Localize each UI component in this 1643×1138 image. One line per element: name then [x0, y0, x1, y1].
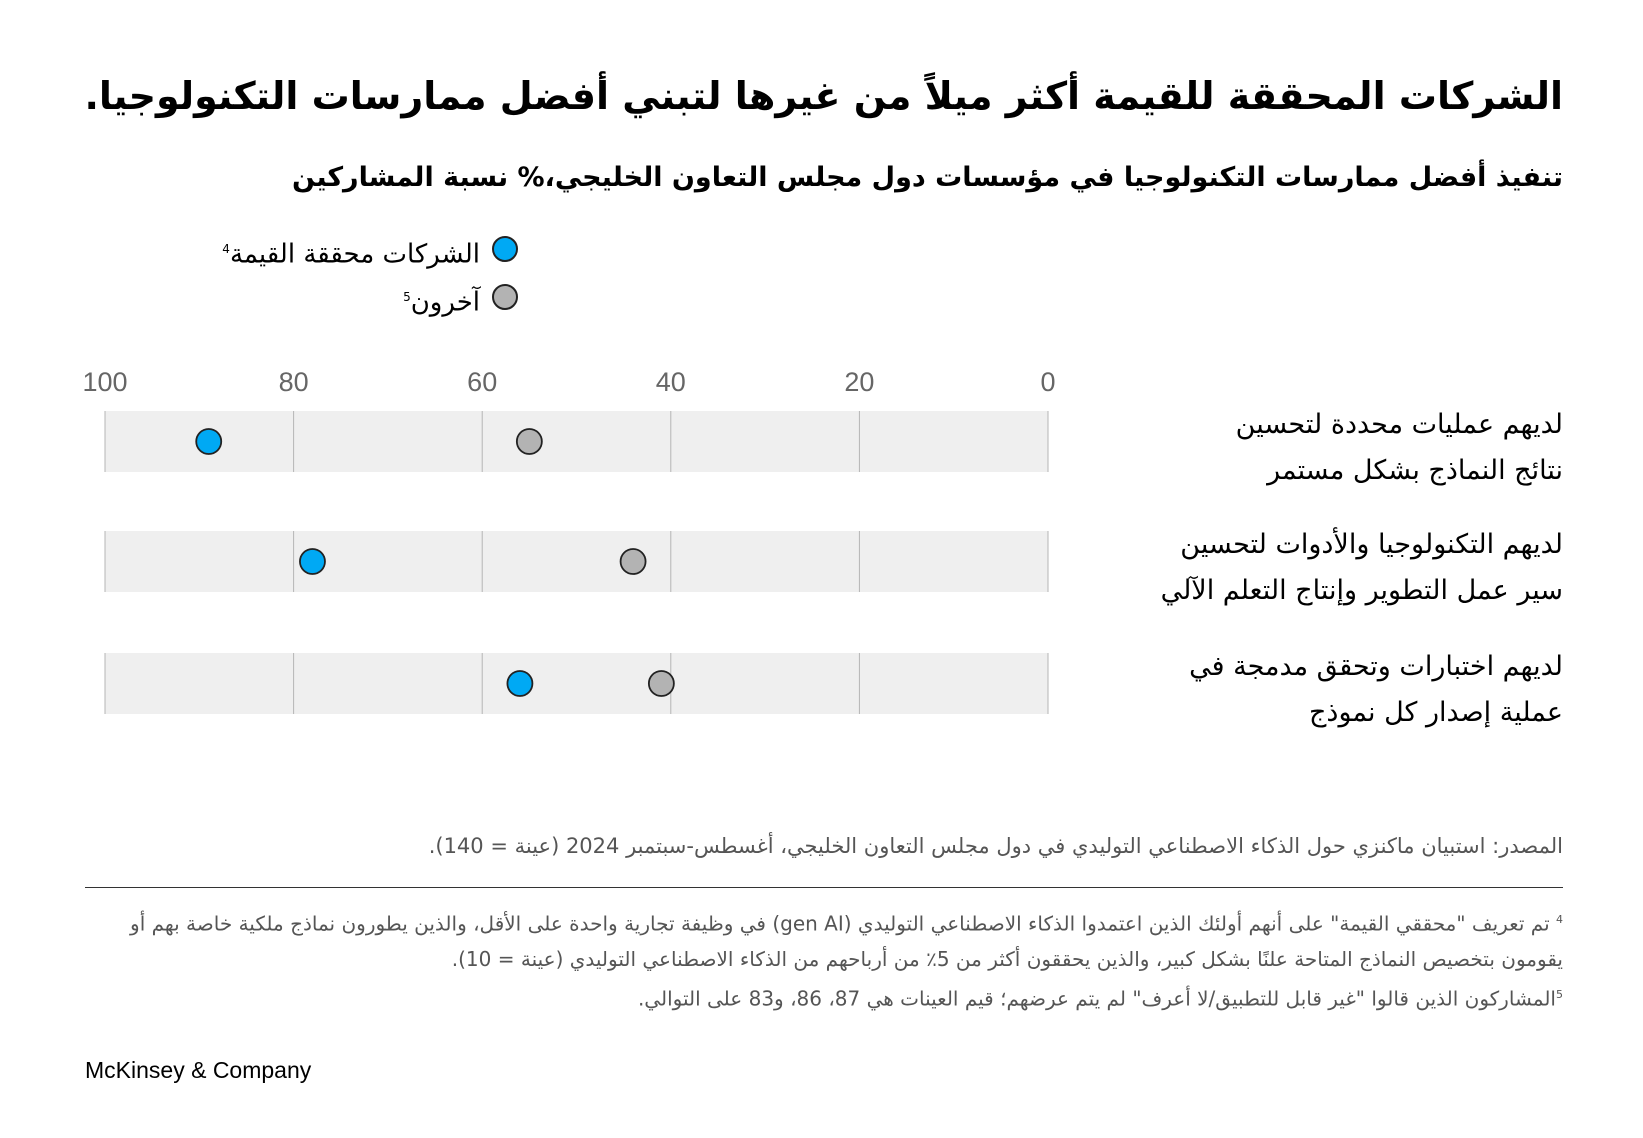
category-band-3 [105, 653, 1048, 714]
x-tick-label: 0 [1040, 370, 1056, 397]
legend-sup: 4 [222, 242, 230, 256]
x-tick-label: 40 [655, 370, 686, 397]
category-band-1 [105, 411, 1048, 472]
legend-item-value-achievers [0, 230, 540, 270]
footnotes [85, 902, 1563, 1016]
footnote-divider [85, 887, 1563, 888]
data-point-others [621, 549, 646, 574]
x-tick-label: 100 [82, 370, 128, 397]
chart-legend [0, 230, 1643, 330]
footnote-5: $^5$المشاركون الذين قالوا "غير قابل للتطبيق/لا أعرف" لم يتم عرضهم؛ قيم العينات هي 87، 86، و83 على التوالي. [637, 986, 1563, 1011]
category-band-2 [105, 531, 1048, 592]
footnote-sup: 4 [1556, 913, 1563, 926]
legend-item-others [0, 278, 540, 318]
footnote-sup: 5 [1556, 987, 1563, 1001]
category-label-3-line-2: عملية إصدار كل نموذج [1309, 697, 1563, 728]
brand-logo-text: McKinsey & Company [85, 1057, 312, 1083]
category-label-1-line-2: نتائج النماذج بشكل مستمر [1267, 455, 1563, 486]
data-point-value-achievers [300, 549, 325, 574]
footnote-4: $^4$ تم تعريف "محققي القيمة" على أنهم أولئك الذين اعتمدوا الذكاء الاصطناعي التوليدي (gen AI) في وظيفة تجارية واحدة على الأقل، والذين يطورون نماذج ملكية خاصة بهم أو يقومون بتخصيص النماذج المتاحة علنًا بشكل كبير، والذين يحققون أكثر من 5٪ من أرباحهم من الذكاء الاصطناعي التوليدي (عينة = 10). [130, 911, 1563, 971]
category-label-2-line-1: لديهم التكنولوجيا والأدوات لتحسين [1180, 529, 1563, 560]
data-point-others [517, 429, 542, 454]
legend-sup: 5 [403, 290, 411, 304]
category-label-3 [1123, 644, 1563, 736]
category-label-2 [1123, 522, 1563, 614]
x-tick-label: 80 [278, 370, 309, 397]
category-label-3-line-1: لديهم اختبارات وتحقق مدمجة في [1189, 651, 1563, 682]
x-tick-label: 20 [844, 370, 875, 397]
chart-subtitle: تنفيذ أفضل ممارسات التكنولوجيا في مؤسسات دول مجلس التعاون الخليجي،% نسبة المشاركين [292, 162, 1563, 193]
chart-title: الشركات المحققة للقيمة أكثر ميلاً من غيرها لتبني أفضل ممارسات التكنولوجيا. [84, 74, 1563, 118]
data-point-value-achievers [196, 429, 221, 454]
data-point-value-achievers [507, 671, 532, 696]
legend-label-others: آخرون$^5$ [403, 287, 480, 318]
data-point-others [649, 671, 674, 696]
legend-dot-gray-icon [492, 284, 518, 310]
category-label-1 [1123, 402, 1563, 494]
x-tick-label: 60 [467, 370, 498, 397]
source-note: المصدر: استبيان ماكنزي حول الذكاء الاصطناعي التوليدي في دول مجلس التعاون الخليجي، أغسطس-سبتمبر 2024 (عينة = 140). [428, 834, 1563, 858]
legend-dot-blue-icon [492, 236, 518, 262]
legend-label-value-achievers: الشركات محققة القيمة$^4$ [222, 239, 480, 270]
category-label-1-line-1: لديهم عمليات محددة لتحسين [1235, 409, 1563, 440]
category-label-2-line-2: سير عمل التطوير وإنتاج التعلم الآلي [1160, 575, 1563, 606]
